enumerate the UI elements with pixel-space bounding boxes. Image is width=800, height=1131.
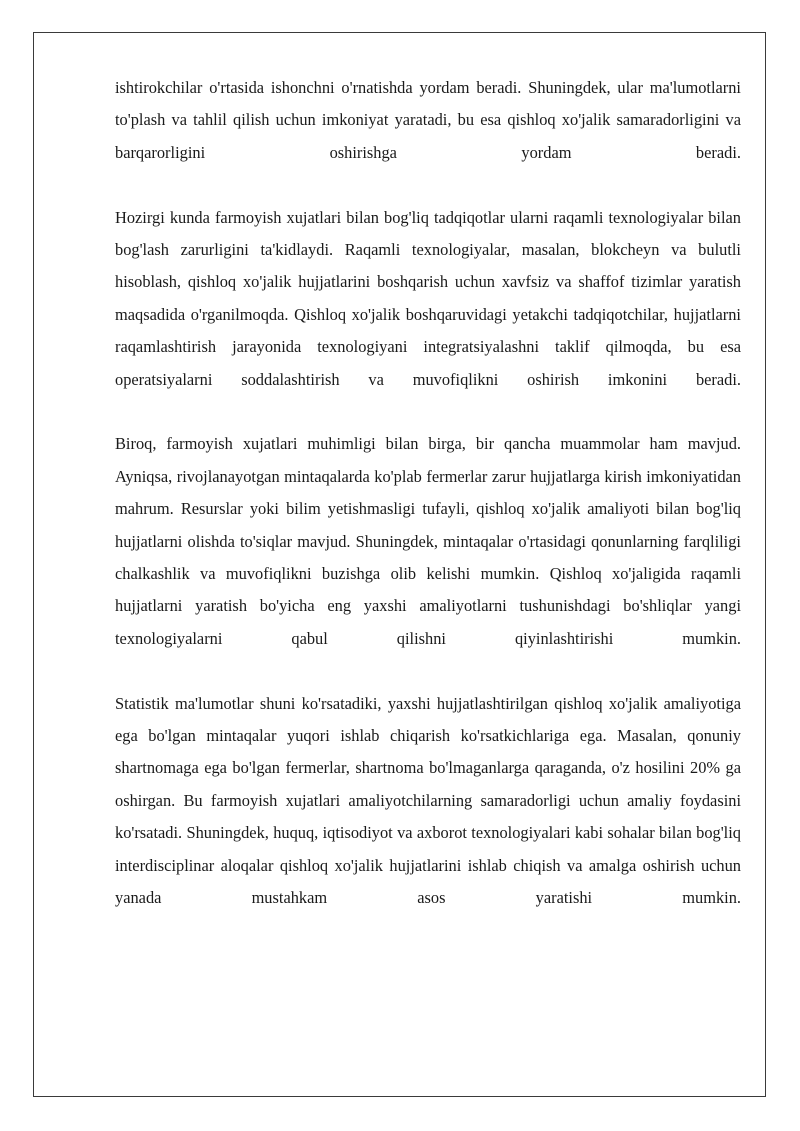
paragraph-3: Biroq, farmoyish xujatlari muhimligi bilan birga, bir qancha muammolar ham mavjud. Ayniqsa, rivojlanayotgan mintaqalarda ko'plab fermerlar zarur hujjatlarga kirish imkoniyatidan mahrum. Resurslar yoki bilim yetishmasligi tufayli, qishloq xo'jalik amaliyoti bilan bog'liq hujjatlarni olishda to'siqlar mavjud. Shuningdek, mintaqalar o'rtasidagi qonunlarning farqliligi chalkashlik va muvofiqlikni buzishga olib kelishi mumkin. Qishloq xo'jaligida raqamli hujjatlarni yaratish bo'yicha eng yaxshi amaliyotlarni tushunishdagi bo'shliqlar yangi texnologiyalarni qabul qilishni qiyinlashtirishi mumkin. xyxy=(115,434,741,648)
paragraph-2: Hozirgi kunda farmoyish xujatlari bilan bog'liq tadqiqotlar ularni raqamli texnologiyalar bilan bog'lash zarurligini ta'kidlaydi. Raqamli texnologiyalar, masalan, blokcheyn va bulutli hisoblash, qishloq xo'jalik hujjatlarini boshqarish uchun xavfsiz va shaffof tizimlar yaratish maqsadida o'rganilmoqda. Qishloq xo'jalik boshqaruvidagi yetakchi tadqiqotchilar, hujjatlarni raqamlashtirish jarayonida texnologiyani integratsiyalashni taklif qilmoqda, bu esa operatsiyalarni soddalashtirish va muvofiqlikni oshirish imkonini beradi. xyxy=(115,207,741,389)
paragraph-1: ishtirokchilar o'rtasida ishonchni o'rnatishda yordam beradi. Shuningdek, ular ma'lumotlarni to'plash va tahlil qilish uchun imkoniyat yaratadi, bu esa qishloq xo'jalik samaradorligini va barqarorligini oshirishga yordam beradi. xyxy=(115,78,741,162)
document-body xyxy=(115,72,741,947)
paragraph-4: Statistik ma'lumotlar shuni ko'rsatadiki, yaxshi hujjatlashtirilgan qishloq xo'jalik amaliyotiga ega bo'lgan mintaqalar yuqori ishlab chiqarish ko'rsatkichlariga ega. Masalan, qonuniy shartnomaga ega bo'lgan fermerlar, shartnoma bo'lmaganlarga qaraganda, o'z hosilini 20% ga oshirgan. Bu farmoyish xujatlari amaliyotchilarning samaradorligi uchun amaliy foydasini ko'rsatadi. Shuningdek, huquq, iqtisodiyot va axborot texnologiyalari kabi sohalar bilan bog'liq interdisciplinar aloqalar qishloq xo'jalik hujjatlarini ishlab chiqish va amalga oshirish uchun yanada mustahkam asos yaratishi mumkin. xyxy=(115,693,741,908)
